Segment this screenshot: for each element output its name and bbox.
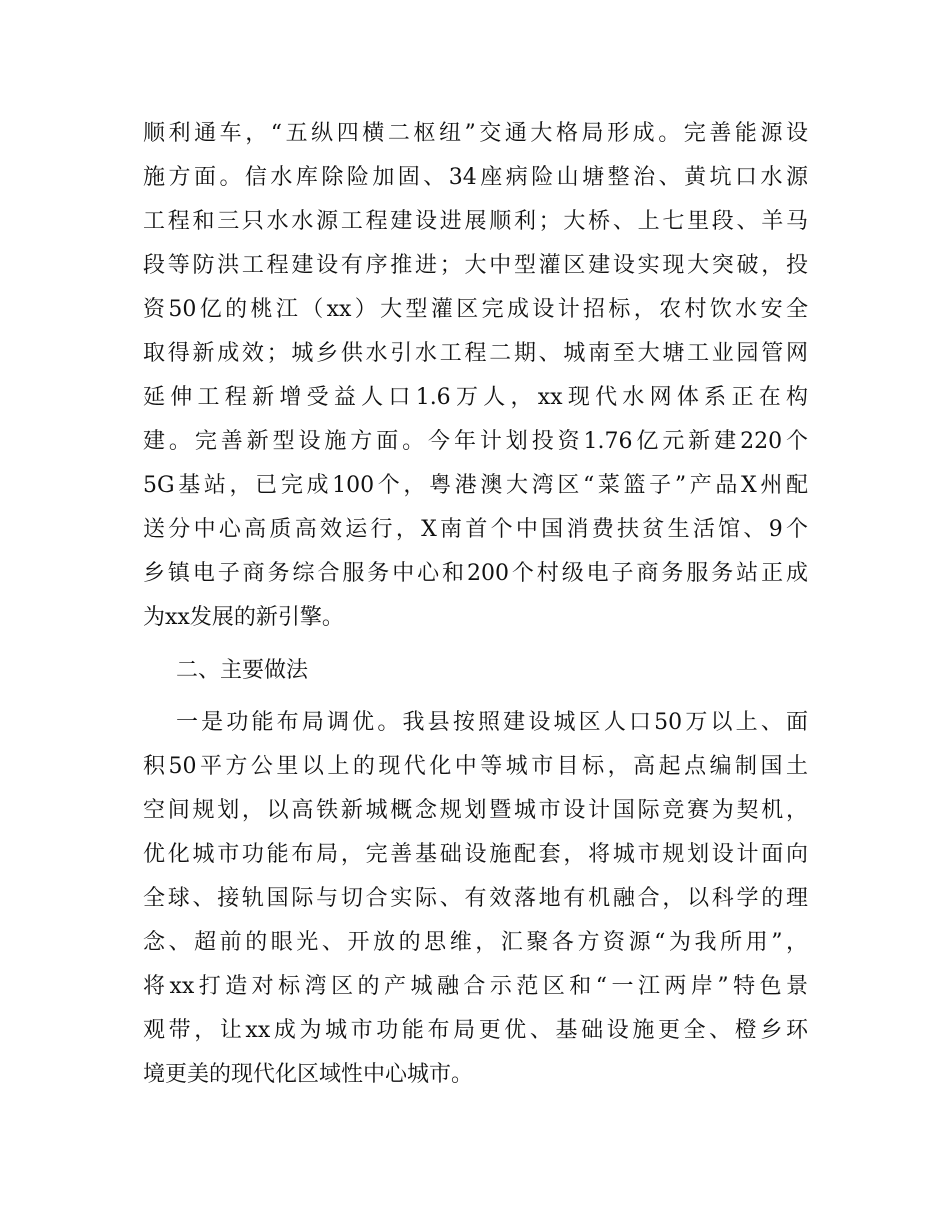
paragraph-line: 优化城市功能布局，完善基础设施配套，将城市规划设计面向 xyxy=(143,842,808,867)
paragraph-line: 积50平方公里以上的现代化中等城市目标，高起点编制国土 xyxy=(143,754,808,779)
paragraph-line: 将xx打造对标湾区的产城融合示范区和“一江两岸”特色景 xyxy=(143,974,808,999)
paragraph-line: 顺利通车，“五纵四横二枢纽”交通大格局形成。完善能源设 xyxy=(143,121,808,146)
paragraph-line: 观带，让xx成为城市功能布局更优、基础设施更全、橙乡环 xyxy=(143,1018,808,1043)
paragraph-line: 乡镇电子商务综合服务中心和200个村级电子商务服务站正成 xyxy=(143,561,808,586)
paragraph-line: 5G基站，已完成100个，粤港澳大湾区“菜篮子”产品X州配 xyxy=(143,473,808,498)
paragraph-line: 全球、接轨国际与切合实际、有效落地有机融合，以科学的理 xyxy=(143,886,808,911)
paragraph-line: 施方面。信水库除险加固、34座病险山塘整治、黄坑口水源 xyxy=(143,165,808,190)
section-heading: 二、主要做法 xyxy=(176,658,309,683)
paragraph-line-end: 境更美的现代化区域性中心城市。 xyxy=(143,1062,474,1087)
paragraph-line-first: 一是功能布局调优。我县按照建设城区人口50万以上、面 xyxy=(176,710,808,735)
paragraph-line: 段等防洪工程建设有序推进；大中型灌区建设实现大突破，投 xyxy=(143,253,808,278)
paragraph-line: 空间规划，以高铁新城概念规划暨城市设计国际竞赛为契机， xyxy=(143,798,808,823)
paragraph-line: 工程和三只水水源工程建设进展顺利；大桥、上七里段、羊马 xyxy=(143,209,808,234)
paragraph-line: 建。完善新型设施方面。今年计划投资1.76亿元新建220个 xyxy=(143,429,808,454)
paragraph-line: 资50亿的桃江（xx）大型灌区完成设计招标，农村饮水安全 xyxy=(143,297,808,322)
paragraph-line: 送分中心高质高效运行，X南首个中国消费扶贫生活馆、9个 xyxy=(143,517,808,542)
paragraph-line-end: 为xx发展的新引擎。 xyxy=(143,605,344,630)
paragraph-line: 延伸工程新增受益人口1.6万人，xx现代水网体系正在构 xyxy=(143,385,808,410)
paragraph-line: 念、超前的眼光、开放的思维，汇聚各方资源“为我所用”， xyxy=(143,930,808,955)
paragraph-line: 取得新成效；城乡供水引水工程二期、城南至大塘工业园管网 xyxy=(143,341,808,366)
